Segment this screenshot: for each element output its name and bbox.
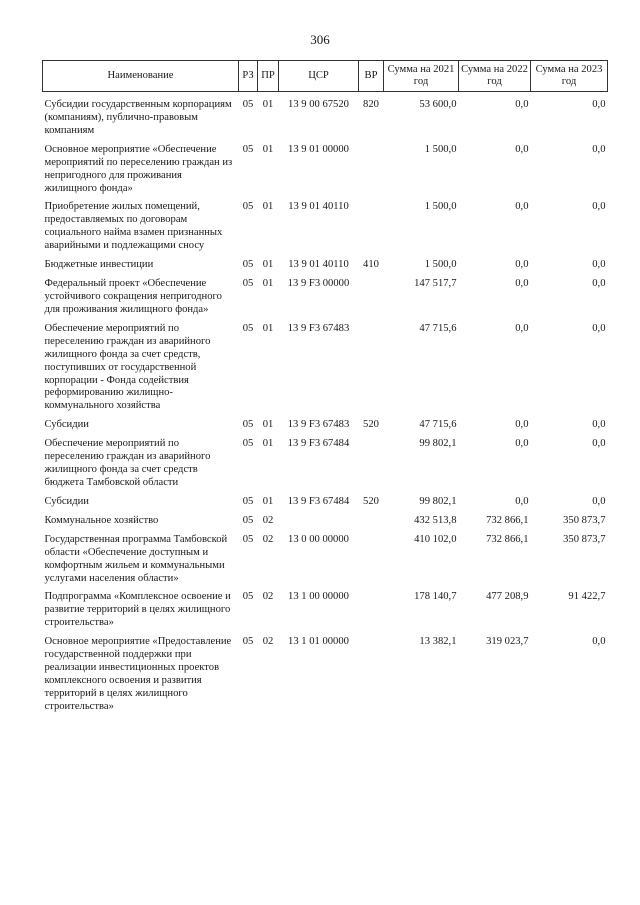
header-sum-2021: Сумма на 2021 год [384, 61, 459, 92]
row-name: Бюджетные инвестиции [44, 259, 154, 271]
row-sum-2023: 0,0 [592, 201, 606, 213]
row-pr: 01 [262, 438, 274, 450]
row-csr [279, 515, 359, 534]
header-name: Наименование [43, 61, 239, 92]
row-pr: 01 [262, 495, 274, 507]
row-sum-2023: 0,0 [592, 259, 606, 271]
row-csr: 13 1 00 00000 [288, 591, 349, 603]
table-row [43, 591, 608, 636]
row-name: Обеспечение мероприятий по переселению граждан из аварийного жилищного фонда за счет средств, поступивших от государственной корпорации - Фонда содействия реформированию жилищно-коммунального хозяйства [44, 322, 211, 412]
row-rz: 05 [242, 495, 254, 507]
row-name: Субсидии государственным корпорациям (компаниям), публично-правовым компаниям [44, 99, 232, 136]
row-pr: 01 [262, 143, 274, 155]
row-csr: 13 9 F3 67483 [287, 419, 350, 431]
row-name: Государственная программа Тамбовской области «Обеспечение доступным и комфортным жильем и коммунальными услугами населения области» [44, 533, 228, 584]
row-sum-2021: 47 715,6 [419, 419, 457, 431]
row-sum-2023: 0,0 [592, 438, 606, 450]
row-sum-2023: 0,0 [592, 495, 606, 507]
row-sum-2022: 0,0 [515, 99, 529, 110]
row-sum-2023: 350 873,7 [563, 533, 606, 545]
table-row [43, 201, 608, 259]
row-sum-2021: 147 517,7 [414, 278, 457, 290]
header-sum-2023: Сумма на 2023 год [531, 61, 608, 92]
table-row [43, 438, 608, 496]
row-pr: 01 [262, 278, 274, 290]
row-pr: 01 [262, 322, 274, 334]
row-sum-2022: 0,0 [515, 438, 529, 450]
row-csr: 13 9 F3 67484 [287, 438, 350, 450]
row-sum-2021: 1 500,0 [424, 259, 457, 271]
row-vr [359, 636, 384, 720]
row-sum-2021: 178 140,7 [414, 591, 457, 603]
row-vr [359, 534, 384, 592]
row-rz: 05 [242, 533, 254, 545]
header-sum-2022: Сумма на 2022 год [459, 61, 531, 92]
row-sum-2022: 0,0 [515, 259, 529, 271]
row-csr: 13 9 01 40110 [288, 259, 349, 271]
header-csr: ЦСР [279, 61, 359, 92]
row-vr [359, 591, 384, 636]
header-pr: ПР [258, 61, 279, 92]
table-row [43, 259, 608, 278]
row-name: Основное мероприятие «Предоставление государственной поддержки при реализации инвестиционных проектов комплексного освоения и развития территорий в целях жилищного строительства» [44, 636, 232, 712]
row-pr: 01 [262, 259, 274, 271]
row-vr [359, 438, 384, 496]
row-sum-2022: 0,0 [515, 495, 529, 507]
row-sum-2022: 0,0 [515, 419, 529, 431]
table-row [43, 419, 608, 438]
table-row [43, 278, 608, 323]
row-sum-2023: 91 422,7 [568, 591, 606, 603]
row-csr: 13 9 01 00000 [288, 143, 349, 155]
row-sum-2022: 732 866,1 [486, 514, 529, 526]
row-rz: 05 [242, 419, 254, 431]
row-name: Субсидии [44, 495, 89, 507]
row-csr: 13 9 01 40110 [288, 201, 349, 213]
table-row [43, 323, 608, 419]
row-pr: 01 [262, 99, 274, 110]
row-csr: 13 9 F3 67484 [287, 495, 350, 507]
row-sum-2021: 53 600,0 [419, 99, 457, 110]
row-sum-2021: 47 715,6 [419, 322, 457, 334]
row-rz: 05 [242, 201, 254, 213]
row-sum-2023: 0,0 [592, 636, 606, 648]
row-vr [359, 515, 384, 534]
row-name: Обеспечение мероприятий по переселению граждан из аварийного жилищного фонда за счет средств бюджета Тамбовской области [44, 438, 211, 488]
row-sum-2023: 0,0 [592, 419, 606, 431]
row-pr: 02 [262, 533, 274, 545]
row-sum-2023: 0,0 [592, 99, 606, 110]
row-sum-2022: 319 023,7 [486, 636, 529, 648]
row-pr: 01 [262, 201, 274, 213]
row-sum-2022: 732 866,1 [486, 533, 529, 545]
row-rz: 05 [242, 514, 254, 526]
row-name: Подпрограмма «Комплексное освоение и развитие территорий в целях жилищного строительства» [44, 591, 231, 629]
row-vr: 410 [363, 259, 379, 271]
row-csr: 13 9 00 67520 [288, 99, 349, 110]
row-sum-2021: 410 102,0 [414, 533, 457, 545]
row-sum-2023: 350 873,7 [563, 514, 606, 526]
table-row [43, 92, 608, 144]
row-pr: 02 [262, 636, 274, 648]
row-vr: 520 [363, 495, 379, 507]
row-csr: 13 9 F3 67483 [287, 322, 350, 334]
row-vr [359, 144, 384, 202]
row-rz: 05 [242, 322, 254, 334]
row-pr: 02 [262, 591, 274, 603]
row-rz: 05 [242, 591, 254, 603]
row-sum-2022: 0,0 [515, 322, 529, 334]
row-vr: 520 [363, 419, 379, 431]
row-vr: 820 [363, 99, 379, 110]
row-sum-2022: 0,0 [515, 143, 529, 155]
table-header [43, 61, 608, 92]
row-rz: 05 [242, 278, 254, 290]
row-rz: 05 [242, 636, 254, 648]
row-csr: 13 9 F3 00000 [287, 278, 350, 290]
row-sum-2021: 1 500,0 [424, 143, 457, 155]
page-number: 306 [310, 32, 330, 47]
table-row [43, 534, 608, 592]
row-sum-2023: 0,0 [592, 322, 606, 334]
row-sum-2022: 0,0 [515, 201, 529, 213]
row-sum-2023: 0,0 [592, 278, 606, 290]
row-rz: 05 [242, 99, 254, 110]
table-row [43, 496, 608, 515]
row-rz: 05 [242, 438, 254, 450]
row-sum-2022: 477 208,9 [486, 591, 529, 603]
row-vr [359, 323, 384, 419]
row-pr: 01 [262, 419, 274, 431]
row-name: Коммунальное хозяйство [44, 514, 159, 526]
table-row [43, 144, 608, 202]
row-sum-2023: 0,0 [592, 143, 606, 155]
row-name: Приобретение жилых помещений, предоставляемых по договорам социального найма взамен признанных аварийными и подлежащими сносу [44, 201, 223, 252]
header-vr: ВР [359, 61, 384, 92]
row-vr [359, 201, 384, 259]
row-name: Субсидии [44, 419, 89, 431]
row-csr: 13 1 01 00000 [288, 636, 349, 648]
table-row [43, 515, 608, 534]
row-sum-2021: 99 802,1 [419, 495, 457, 507]
row-sum-2022: 0,0 [515, 278, 529, 290]
row-vr [359, 278, 384, 323]
row-csr: 13 0 00 00000 [288, 533, 349, 545]
row-name: Федеральный проект «Обеспечение устойчивого сокращения непригодного для проживания жилищного фонда» [44, 278, 222, 315]
header-rz: РЗ [239, 61, 258, 92]
row-name: Основное мероприятие «Обеспечение мероприятий по переселению граждан из непригодного для проживания жилищного фонда» [44, 143, 233, 194]
row-sum-2021: 13 382,1 [419, 636, 457, 648]
table-body [43, 92, 608, 720]
row-rz: 05 [242, 259, 254, 271]
row-rz: 05 [242, 143, 254, 155]
table-row [43, 636, 608, 720]
row-sum-2021: 99 802,1 [419, 438, 457, 450]
budget-table [42, 60, 608, 720]
row-pr: 02 [262, 514, 274, 526]
row-sum-2021: 1 500,0 [424, 201, 457, 213]
row-sum-2021: 432 513,8 [414, 514, 457, 526]
